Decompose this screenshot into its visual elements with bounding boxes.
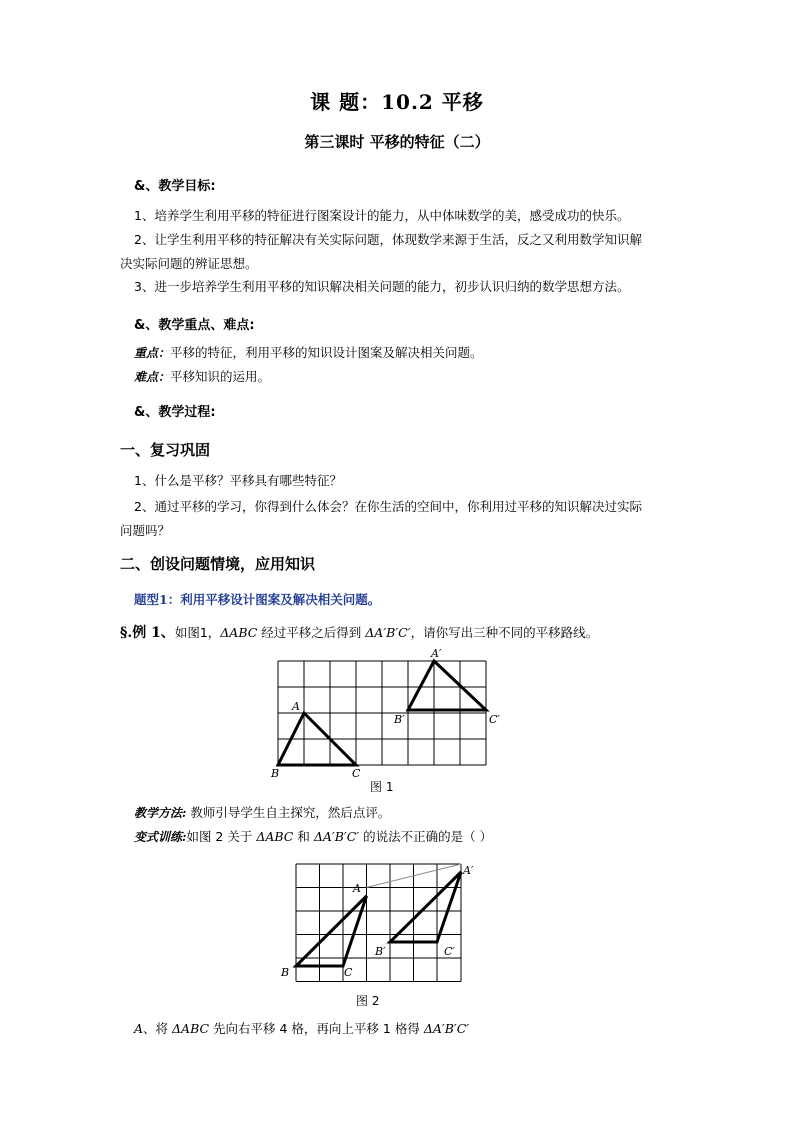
variant-text: 和	[293, 829, 314, 844]
label-a: A	[292, 700, 300, 713]
triangle-a1b1c1: ΔA′B′C′	[423, 1021, 470, 1036]
figure-2	[278, 854, 490, 999]
option-a-text: 先向右平移 4 格，再向上平移 1 格得	[209, 1021, 424, 1036]
triangle-abc: ΔABC	[256, 829, 294, 844]
review-question: 1、什么是平移？平移具有哪些特征？	[134, 473, 342, 488]
process-heading: &、教学过程:	[134, 405, 216, 420]
label-b-prime: B′	[375, 945, 386, 958]
figure-2-caption: 图 2	[356, 994, 380, 1008]
figure-1	[268, 644, 518, 788]
label-c-prime: C′	[444, 945, 455, 958]
label-c-prime: C′	[489, 713, 500, 726]
difficulty-label: 难点：	[134, 370, 171, 384]
grid-1	[278, 661, 486, 765]
figure-1-caption: 图 1	[370, 780, 394, 794]
method-text: 教师引导学生自主探究，然后点评。	[186, 805, 391, 820]
objective-line: 2、让学生利用平移的特征解决有关实际问题，体现数学来源于生活，反之又利用数学知识解	[134, 232, 642, 247]
review-question: 2、通过平移的学习，你得到什么体会？在你生活的空间中，你利用过平移的知识解决过实际	[134, 499, 642, 514]
objective-line: 3、进一步培养学生利用平移的知识解决相关问题的能力，初步认识归纳的数学思想方法。	[134, 279, 630, 294]
variant-label: 变式训练:	[134, 830, 187, 844]
triangle-abc: ΔABC	[220, 625, 258, 640]
label-a-prime: A′	[463, 864, 474, 877]
method-label: 教学方法:	[134, 806, 187, 820]
triangle-abc: ΔABC	[172, 1021, 210, 1036]
review-heading: 一、复习巩固	[120, 441, 211, 459]
example-text: 如图1，	[174, 625, 221, 640]
triangle-a1b1c1-shape	[390, 872, 461, 942]
page-title: 课 题：10.2 平移	[310, 90, 484, 114]
triangle-a1b1c1-shape	[408, 661, 486, 710]
key-text: 平移的特征，利用平移的知识设计图案及解决相关问题。	[170, 345, 483, 360]
label-a: A	[353, 882, 361, 895]
teaching-method	[134, 803, 390, 821]
example-label: §.例 1、	[120, 625, 175, 641]
variant-exercise	[134, 827, 492, 845]
option-a	[134, 1019, 469, 1037]
key-label: 重点：	[134, 346, 171, 360]
label-c: C	[352, 767, 361, 780]
example-text: 经过平移之后得到	[257, 625, 366, 640]
difficulty-text: 平移知识的运用。	[170, 369, 271, 384]
key-point	[134, 343, 483, 361]
keypoints-heading: &、教学重点、难点:	[134, 318, 255, 333]
objective-line: 决实际问题的辨证思想。	[120, 256, 258, 271]
question-type-1: 题型1：利用平移设计图案及解决相关问题。	[134, 592, 381, 607]
variant-text: 的说法不正确的是（ ）	[359, 829, 493, 844]
example-text: ，请你写出三种不同的平移路线。	[410, 625, 599, 640]
difficulty-point	[134, 367, 270, 385]
objectives-heading: &、教学目标:	[134, 179, 216, 194]
triangle-abc-shape	[296, 896, 367, 966]
variant-text: 如图 2 关于	[186, 829, 257, 844]
label-c: C	[344, 966, 353, 979]
label-a-prime: A′	[431, 647, 442, 660]
triangle-a1b1c1: ΔA′B′C′	[313, 829, 360, 844]
review-question-cont: 问题吗？	[120, 523, 171, 538]
triangle-a1b1c1: ΔA′B′C′	[365, 625, 411, 640]
option-a-text: 、将	[143, 1021, 173, 1036]
apply-heading: 二、创设问题情境，应用知识	[120, 555, 316, 573]
label-b-prime: B′	[394, 713, 405, 726]
label-b: B	[271, 767, 280, 780]
grid-2	[296, 864, 461, 982]
option-a-label: A	[134, 1021, 144, 1036]
label-b: B	[281, 966, 290, 979]
example-1	[120, 622, 598, 642]
page-subtitle: 第三课时 平移的特征（二）	[304, 133, 490, 151]
objective-line: 1、培养学生利用平移的特征进行图案设计的能力，从中体味数学的美，感受成功的快乐。	[134, 208, 630, 223]
